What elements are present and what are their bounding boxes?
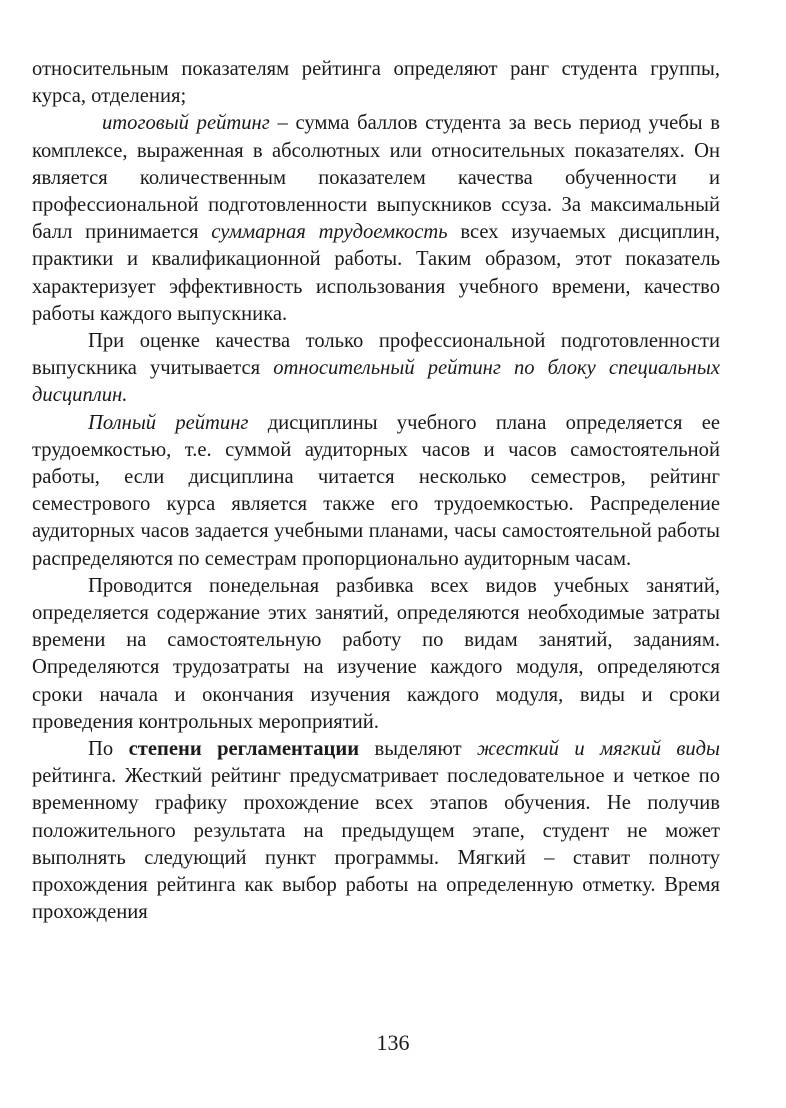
text-span: дисциплины учебного плана определяется ее трудоемкостью, т.е. суммой аудиторных часов и часов самостоятельной работы, если дисциплина читается несколько семестров, рейтинг семестрового курса является также его трудоемкостью. Распределение аудиторных часов задается учебными планами, часы самостоятельной работы распределяются по семестрам пропорционально аудиторным часам. [32,411,721,570]
text-span: – сумма баллов студента за весь период учебы в комплексе, выраженная в абсолютных или относительных показателях. Он является количественным показателем качества обученности и профессиональной подготовленности выпускников ссуза. За максимальный балл принимается [32,112,720,244]
text-span: всех изучаемых дисциплин, практики и квалификационной работы. Таким образом, этот показатель характеризует эффективность использования учебного времени, качество работы каждого выпускника. [32,221,720,325]
paragraph-3 [32,328,720,410]
text-span: При оценке качества только профессиональной подготовленности выпускника учитывается [32,330,720,380]
paragraph-1 [32,56,720,110]
text-span: относительный рейтинг по блоку специальных дисциплин. [32,357,720,407]
page-number: 136 [376,1030,410,1055]
text-span: относительным показателям рейтинга определяют ранг студента группы, курса, отделения; [32,58,720,108]
text-span: итоговый рейтинг [102,112,270,135]
text-span: Проводится понедельная разбивка всех видов учебных занятий, определяется содержание этих занятий, определяются необходимые затраты времени на самостоятельную работу по видам занятий, заданиям. Определяются трудозатраты на изучение каждого модуля, определяются сроки начала и окончания изучения каждого модуля, виды и сроки проведения контрольных мероприятий. [32,574,720,733]
paragraph-6 [32,736,720,926]
text-span: рейтинга. Жесткий рейтинг предусматривает последовательное и четкое по временному графику прохождение всех этапов обучения. Не получив положительного результата на предыдущем этапе, студент не может выполнять следующий пункт программы. Мягкий – ставит полноту прохождения рейтинга как выбор работы на определенную отметку. Время прохождения [32,765,720,924]
text-span: суммарная трудоемкость [211,221,448,244]
text-span: выделяют [359,738,477,761]
paragraph-2 [32,110,720,328]
paragraph-4 [32,410,720,573]
page-body [32,56,720,927]
text-span: степени регламентации [128,738,360,761]
text-span: жесткий и мягкий виды [476,738,720,761]
text-span: По [88,738,129,761]
paragraph-5 [32,573,720,736]
text-span: Полный рейтинг [88,411,249,434]
